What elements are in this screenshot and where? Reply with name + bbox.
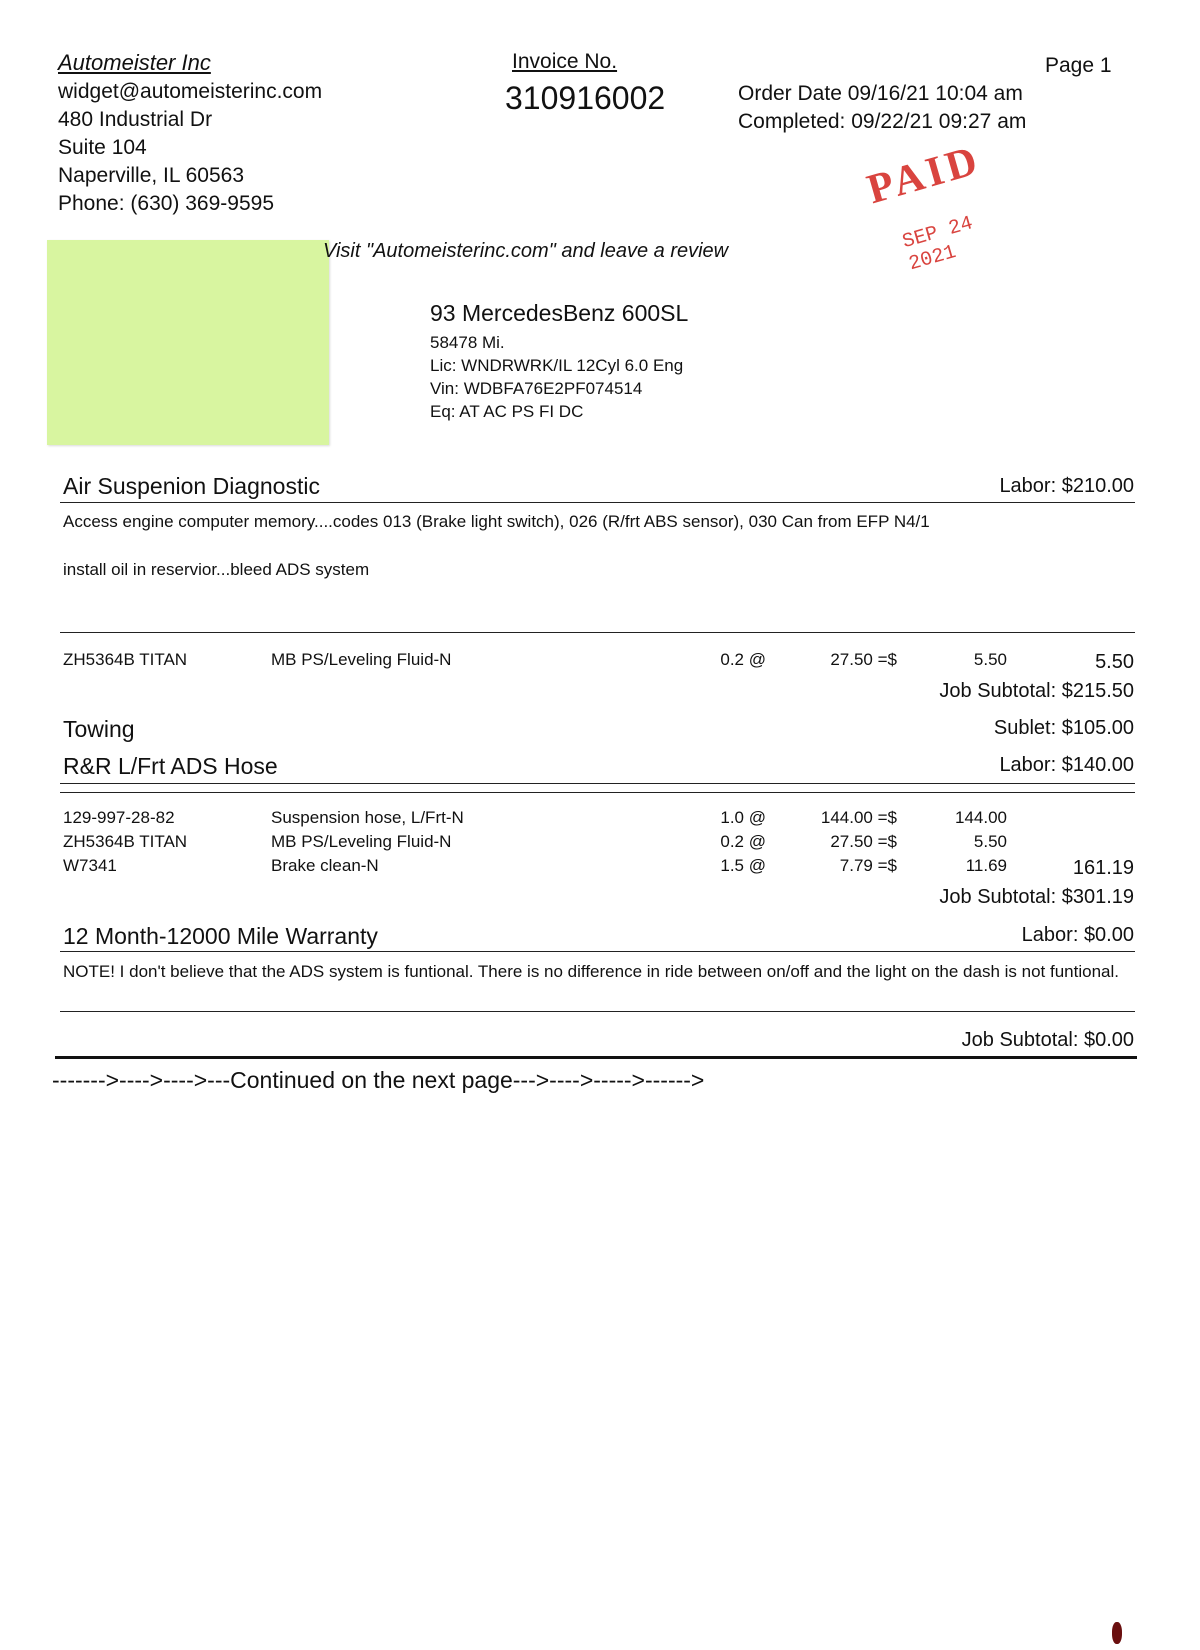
part-description: Suspension hose, L/Frt-N	[271, 808, 464, 827]
divider	[60, 1011, 1135, 1012]
divider	[60, 502, 1135, 503]
vehicle-vin: Vin: WDBFA76E2PF074514	[430, 379, 643, 398]
company-name: Automeister Inc	[58, 50, 211, 75]
job-title: R&R L/Frt ADS Hose	[63, 753, 278, 779]
part-unit-price: 27.50 =$	[830, 832, 897, 851]
part-unit-price: 7.79 =$	[839, 856, 897, 875]
paid-stamp-date: SEP 24 2021	[900, 212, 976, 277]
part-quantity: 0.2 @	[720, 650, 766, 669]
paid-stamp-text: PAID	[862, 137, 987, 214]
company-address2: Suite 104	[58, 136, 147, 159]
divider	[60, 792, 1135, 793]
job-title: 12 Month-12000 Mile Warranty	[63, 923, 378, 949]
part-quantity: 0.2 @	[720, 832, 766, 851]
part-number: W7341	[63, 856, 117, 875]
job-subtotal: Job Subtotal: $301.19	[939, 886, 1134, 908]
divider	[60, 951, 1135, 952]
part-number: ZH5364B TITAN	[63, 832, 188, 851]
vehicle-equipment: Eq: AT AC PS FI DC	[430, 402, 584, 421]
part-extended: 5.50	[973, 650, 1007, 669]
part-number: 129-997-28-82	[63, 808, 175, 827]
part-unit-price: 27.50 =$	[830, 650, 897, 669]
company-address1: 480 Industrial Dr	[58, 108, 213, 131]
page-number: Page 1	[1045, 54, 1112, 77]
job-labor: Labor: $140.00	[999, 754, 1134, 776]
part-quantity: 1.0 @	[720, 808, 766, 827]
company-email: widget@automeisterinc.com	[58, 80, 323, 103]
part-extended: 5.50	[973, 832, 1007, 851]
job-description: Access engine computer memory....codes 013 (Brake light switch), 026 (R/frt ABS sensor), 030 Can from EFP N4/1	[63, 512, 930, 531]
redaction-sticky-note	[47, 240, 329, 445]
company-city: Naperville, IL 60563	[58, 164, 245, 187]
job-title: Towing	[63, 716, 135, 742]
vehicle-mileage: 58478 Mi.	[430, 333, 505, 352]
divider	[60, 783, 1135, 784]
part-description: MB PS/Leveling Fluid-N	[271, 650, 452, 669]
company-phone: Phone: (630) 369-9595	[58, 192, 274, 215]
review-prompt: Visit "Automeisterinc.com" and leave a review	[323, 240, 729, 262]
job-sublet: Sublet: $105.00	[993, 717, 1134, 739]
parts-total: 5.50	[1095, 651, 1134, 673]
invoice-number: 310916002	[505, 80, 666, 116]
part-number: ZH5364B TITAN	[63, 650, 188, 669]
job-title: Air Suspenion Diagnostic	[63, 473, 320, 499]
divider	[55, 1056, 1137, 1059]
part-description: MB PS/Leveling Fluid-N	[271, 832, 452, 851]
job-subtotal: Job Subtotal: $215.50	[939, 680, 1134, 702]
completed-date: Completed: 09/22/21 09:27 am	[738, 110, 1027, 133]
job-subtotal: Job Subtotal: $0.00	[961, 1029, 1134, 1051]
job-note: NOTE! I don't believe that the ADS system is funtional. There is no difference in ride between on/off and the light on the dash is not funtional.	[63, 962, 1120, 981]
job-description: install oil in reservior...bleed ADS system	[63, 560, 370, 579]
paid-stamp	[862, 137, 1022, 277]
part-quantity: 1.5 @	[720, 856, 766, 875]
scan-mark	[1112, 1622, 1122, 1644]
part-extended: 11.69	[965, 856, 1007, 875]
vehicle-license: Lic: WNDRWRK/IL 12Cyl 6.0 Eng	[430, 356, 684, 375]
part-extended: 144.00	[955, 808, 1007, 827]
job-labor: Labor: $0.00	[1021, 924, 1134, 946]
part-description: Brake clean-N	[271, 856, 379, 875]
divider	[60, 632, 1135, 633]
continued-notice: ------->---->---->---Continued on the next page--->---->----->------>	[52, 1067, 705, 1093]
parts-total: 161.19	[1072, 857, 1134, 879]
part-unit-price: 144.00 =$	[820, 808, 897, 827]
invoice-label: Invoice No.	[512, 50, 618, 73]
order-date: Order Date 09/16/21 10:04 am	[738, 82, 1023, 105]
job-labor: Labor: $210.00	[999, 475, 1134, 497]
vehicle-title: 93 MercedesBenz 600SL	[430, 300, 689, 326]
